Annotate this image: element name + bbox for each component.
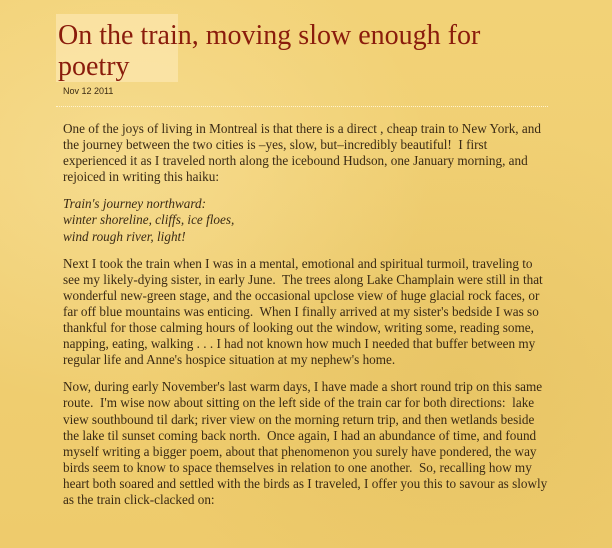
haiku-line: wind rough river, light! bbox=[63, 228, 186, 244]
paragraph-intro: One of the joys of living in Montreal is that there is a direct , cheap train to New York, and the journey between the two cities is –yes, slow, but–incredibly beautiful! I first experienced it as I traveled north along the icebound Hudson, one January morning, and rejoiced in writing this haiku: bbox=[63, 121, 545, 185]
paragraph-november-trip: Now, during early November's last warm days, I have made a short round trip on this same route. I'm wise now about sitting on the left side of the train car for both directions: lake view southbound til dark; river view on the morning return trip, and then wetlands beside the lake til sunset coming back north. Once again, I had an abundance of time, and found myself writing a bigger poem, about that phenomenon you surely have pondered, the way birds seem to know to space themselves in relation to one another. So, recalling how my heart both soared and settled with the birds as I traveled, I offer you this to savour as slowly as the train click-clacked on: bbox=[63, 379, 551, 507]
haiku bbox=[63, 196, 549, 244]
post-title[interactable]: On the train, moving slow enough for poetry bbox=[58, 20, 481, 82]
haiku-line: winter shoreline, cliffs, ice floes, bbox=[63, 212, 235, 228]
paragraph-june-trip: Next I took the train when I was in a mental, emotional and spiritual turmoil, traveling to see my likely-dying sister, in early June. The trees along Lake Champlain were still in that wonderful new-green stage, and the occasional upclose view of huge glacial rock faces, or far off blue mountains was enticing. When I finally arrived at my sister's bedside I was so thankful for those calming hours of looking out the window, writing some, reading some, napping, eating, walking . . . I had not known how much I needed that buffer between my regular life and Anne's hospice situation at my nephew's home. bbox=[63, 255, 547, 368]
divider bbox=[56, 106, 548, 107]
post-date: Nov 12 2011 bbox=[63, 86, 114, 96]
haiku-line: Train's journey northward: bbox=[63, 196, 207, 212]
post-body bbox=[63, 121, 549, 519]
